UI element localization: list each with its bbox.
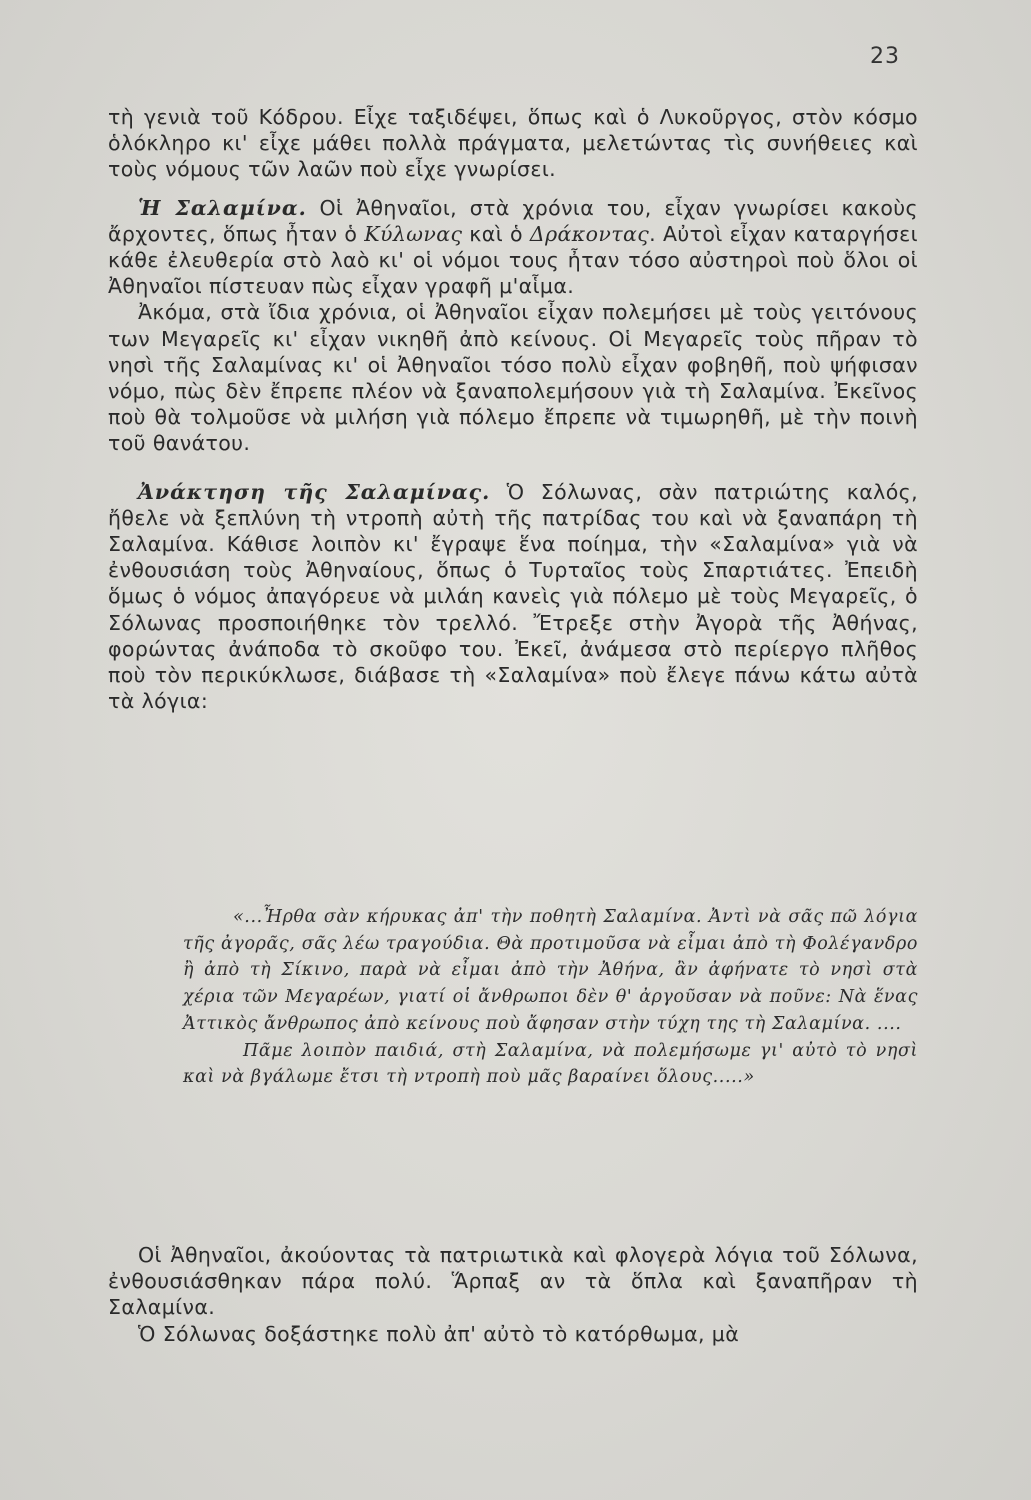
page-number: 23 xyxy=(870,44,900,69)
paragraph-solon-glory: Ὁ Σόλωνας δοξάστηκε πολὺ ἀπ' αὐτὸ τὸ κατόρθωμα, μὰ xyxy=(138,1321,740,1346)
paragraph-recapture xyxy=(108,479,918,715)
poem-stanza-2: Πᾶμε λοιπὸν παιδιά, στὴ Σαλαμίνα, νὰ πολεμήσωμε γι' αὐτὸ τὸ νησὶ καὶ νὰ βγάλωμε ἔτσι τὴ ντροπὴ ποὺ μᾶς βαραίνει ὅλους.....» xyxy=(183,1040,918,1088)
paragraph-salamina-text-c: . Αὐτοὶ εἶχαν καταργήσει κάθε ἐλευθερία στὸ λαὸ κι' οἱ νόμοι τους ἦταν τόσο αὐστηροὶ ποὺ ὅλοι οἱ Ἀθηναῖοι πίστευαν πὼς εἶχαν γραφῆ μ'αἷμα. xyxy=(108,221,918,299)
main-text xyxy=(108,104,918,714)
paragraph-recapture-text: Ὁ Σόλωνας, σὰν πατριώτης καλός, ἤθελε νὰ ξεπλύνη τὴ ντροπὴ αὐτὴ τῆς πατρίδας του καὶ νὰ ξαναπάρη τὴ Σαλαμίνα. Κάθισε λοιπὸν κι' ἔγραψε ἕνα ποίημα, τὴν «Σαλαμίνα» γιὰ νὰ ἐνθουσιάση τοὺς Ἀθηναίους, ὅπως ὁ Τυρταῖος τοὺς Σπαρτιάτες. Ἐπειδὴ ὅμως ὁ νόμος ἀπαγόρευε νὰ μιλάη κανεὶς γιὰ πόλεμο μὲ τοὺς Μεγαρεῖς, ὁ Σόλωνας προσποιήθηκε τὸν τρελλό. Ἔτρεξε στὴν Ἀγορὰ τῆς Ἀθήνας, φορώντας ἀνάποδα τὸ σκοῦφο του. Ἐκεῖ, ἀνάμεσα στὸ περίεργο πλῆθος ποὺ τὸν περικύκλωσε, διάβασε τὴ «Σαλαμίνα» ποὺ ἔλεγε πάνω κάτω αὐτὰ τὰ λόγια: xyxy=(108,479,918,714)
closing-text xyxy=(108,1242,918,1347)
paragraph-salamina-text-b: καὶ ὁ xyxy=(462,221,530,246)
paragraph-athenians-react: Οἱ Ἀθηναῖοι, ἀκούοντας τὰ πατριωτικὰ καὶ φλογερὰ λόγια τοῦ Σόλωνα, ἐνθουσιάσθηκαν πάρα πολύ. Ἅρπαξ αν τὰ ὅπλα καὶ ξαναπῆραν τὴ Σαλαμίνα. xyxy=(108,1243,918,1320)
poem-quote xyxy=(183,904,918,1091)
paragraph-salamina-text-a: Οἱ Ἀθηναῖοι, στὰ χρόνια του, εἶχαν γνωρίσει κακοὺς ἄρχοντες, ὅπως ἦταν ὁ xyxy=(108,195,918,246)
paragraph-megarians: Ἀκόμα, στὰ ἴδια χρόνια, οἱ Ἀθηναῖοι εἶχαν πολεμήσει μὲ τοὺς γειτόνους των Μεγαρεῖς κι' εἶχαν νικηθῆ ἀπὸ κείνους. Οἱ Μεγαρεῖς τοὺς πῆραν τὸ νησὶ τῆς Σαλαμίνας κι' οἱ Ἀθηναῖοι τόσο πολὺ εἶχαν φοβηθῆ, ποὺ ψήφισαν νόμο, πὼς δὲν ἔπρεπε πλέον νὰ ξαναπολεμήσουν γιὰ τὴ Σαλαμίνα. Ἐκεῖνος ποὺ θὰ τολμοῦσε νὰ μιλήση γιὰ πόλεμο ἔπρεπε νὰ τιμωρηθῆ, μὲ τὴν ποινὴ τοῦ θανάτου. xyxy=(108,300,918,456)
section-heading-salamina: Ἡ Σαλαμίνα. xyxy=(138,195,307,220)
section-heading-recapture: Ἀνάκτηση τῆς Σαλαμίνας. xyxy=(138,479,491,504)
paragraph-kodros: τὴ γενιὰ τοῦ Κόδρου. Εἶχε ταξιδέψει, ὅπως καὶ ὁ Λυκοῦργος, στὸν κόσμο ὁλόκληρο κι' εἶχε μάθει πολλὰ πράγματα, μελετώντας τὶς συνήθειες καὶ τοὺς νόμους τῶν λαῶν ποὺ εἶχε γνωρίσει. xyxy=(108,105,918,182)
poem-stanza-1: «...Ἦρθα σὰν κήρυκας ἀπ' τὴν ποθητὴ Σαλαμίνα. Ἀντὶ νὰ σᾶς πῶ λόγια τῆς ἀγορᾶς, σᾶς λέω τραγούδια. Θὰ προτιμοῦσα νὰ εἶμαι ἀπὸ τὴ Φολέγανδρο ἢ ἀπὸ τὴ Σίκινο, παρὰ νὰ εἶμαι ἀπὸ τὴν Ἀθήνα, ἂν ἀφήνατε τὸ νησὶ στὰ χέρια τῶν Μεγαρέων, γιατί οἱ ἄνθρωποι δὲν θ' ἀργοῦσαν νὰ ποῦνε: Νὰ ἕνας Ἀττικὸς ἄνθρωπος ἀπὸ κείνους ποὺ ἄφησαν στὴν τύχη της τὴ Σαλαμίνα. .... xyxy=(183,907,918,1034)
paragraph-salamina xyxy=(108,195,918,300)
name-kylon: Κύλωνας xyxy=(364,221,463,246)
name-drakon: Δράκοντας xyxy=(529,221,650,246)
